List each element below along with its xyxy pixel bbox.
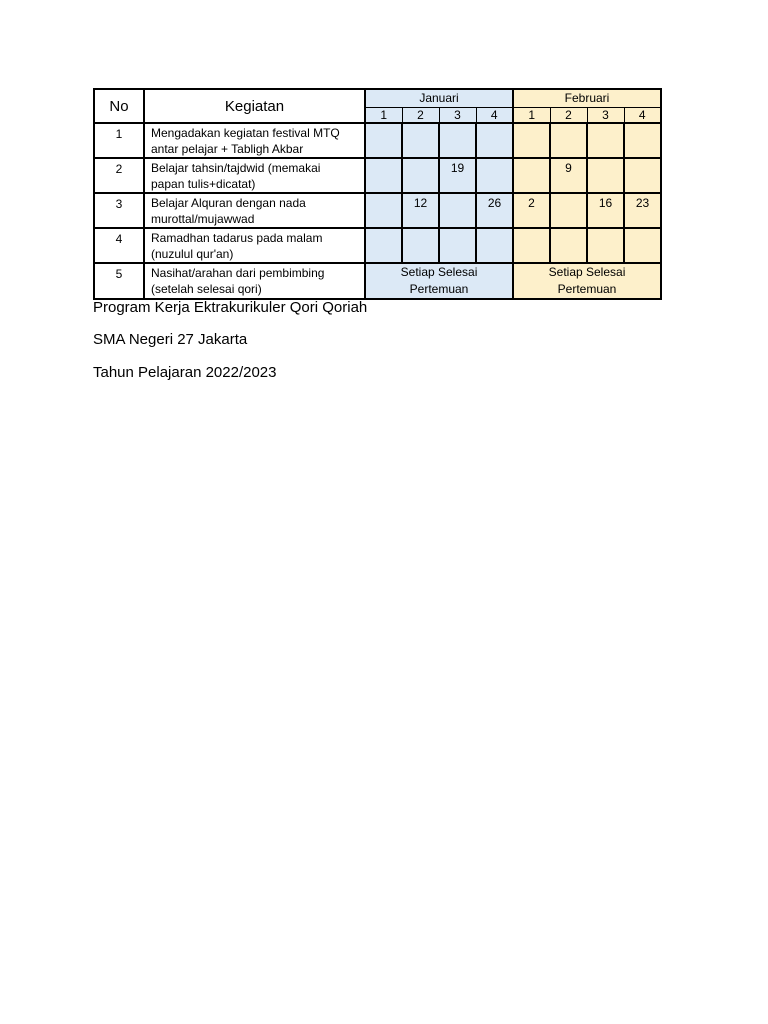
jan-week-4-cell [476,228,513,263]
feb-week-1-cell [513,228,550,263]
feb-week-4-cell: 23 [624,193,661,228]
activity-cell [144,193,365,228]
jan-week-4-cell [476,158,513,193]
row-number: 5 [94,263,144,299]
jan-week-4-cell [476,123,513,158]
row-number: 4 [94,228,144,263]
feb-week-1-cell [513,158,550,193]
jan-week-1-cell [365,123,402,158]
week-header-feb-3: 3 [587,107,624,123]
activity-cell [144,123,365,158]
program-title: Program Kerja Ektrakurikuler Qori Qoriah [93,299,368,316]
activity-line: Nasihat/arahan dari pembimbing [151,266,325,280]
jan-week-3-cell [439,193,476,228]
school-name: SMA Negeri 27 Jakarta [93,331,248,348]
week-header-jan-1: 1 [365,107,402,123]
jan-week-3-cell: 19 [439,158,476,193]
week-header-feb-2: 2 [550,107,587,123]
activity-line: Belajar Alquran dengan nada [151,196,306,210]
week-header-jan-3: 3 [439,107,476,123]
activity-cell [144,228,365,263]
jan-week-2-cell [402,158,439,193]
week-header-jan-4: 4 [476,107,513,123]
feb-week-3-cell: 16 [587,193,624,228]
jan-week-1-cell [365,158,402,193]
table-row [94,158,661,193]
jan-week-1-cell [365,193,402,228]
feb-span-line: Pertemuan [557,282,617,296]
activity-cell [144,158,365,193]
jan-span-cell [365,263,513,299]
jan-week-2-cell [402,123,439,158]
jan-week-1-cell [365,228,402,263]
feb-week-4-cell [624,158,661,193]
feb-week-2-cell [550,123,587,158]
activity-line: Mengadakan kegiatan festival MTQ [151,126,340,140]
activity-line: Ramadhan tadarus pada malam [151,231,323,245]
jan-span-line: Setiap Selesai [400,265,478,279]
jan-span-line: Pertemuan [409,282,469,296]
activity-line: Belajar tahsin/tajdwid (memakai [151,161,321,175]
jan-week-3-cell [439,228,476,263]
activity-line: (setelah selesai qori) [151,282,262,296]
feb-week-4-cell [624,228,661,263]
table-row [94,193,661,228]
feb-week-4-cell [624,123,661,158]
activity-line: antar pelajar + Tabligh Akbar [151,142,304,156]
feb-week-3-cell [587,228,624,263]
row-number: 1 [94,123,144,158]
feb-week-2-cell: 9 [550,158,587,193]
activity-line: papan tulis+dicatat) [151,177,256,191]
jan-week-2-cell [402,228,439,263]
feb-week-3-cell [587,123,624,158]
header-february: Februari [513,89,661,107]
table-row [94,263,661,299]
feb-week-2-cell [550,193,587,228]
feb-week-1-cell [513,123,550,158]
jan-week-2-cell: 12 [402,193,439,228]
schedule-table [93,88,662,300]
week-header-jan-2: 2 [402,107,439,123]
header-no: No [94,89,144,123]
week-header-feb-1: 1 [513,107,550,123]
feb-week-3-cell [587,158,624,193]
table-row [94,123,661,158]
feb-week-2-cell [550,228,587,263]
academic-year: Tahun Pelajaran 2022/2023 [93,364,277,381]
table-row [94,228,661,263]
feb-span-cell [513,263,661,299]
activity-line: (nuzulul qur'an) [151,247,234,261]
jan-week-4-cell: 26 [476,193,513,228]
activity-cell [144,263,365,299]
row-number: 3 [94,193,144,228]
feb-span-line: Setiap Selesai [548,265,626,279]
feb-week-1-cell: 2 [513,193,550,228]
jan-week-3-cell [439,123,476,158]
week-header-feb-4: 4 [624,107,661,123]
row-number: 2 [94,158,144,193]
activity-line: murottal/mujawwad [151,212,255,226]
header-january: Januari [365,89,513,107]
header-kegiatan: Kegiatan [144,89,365,123]
